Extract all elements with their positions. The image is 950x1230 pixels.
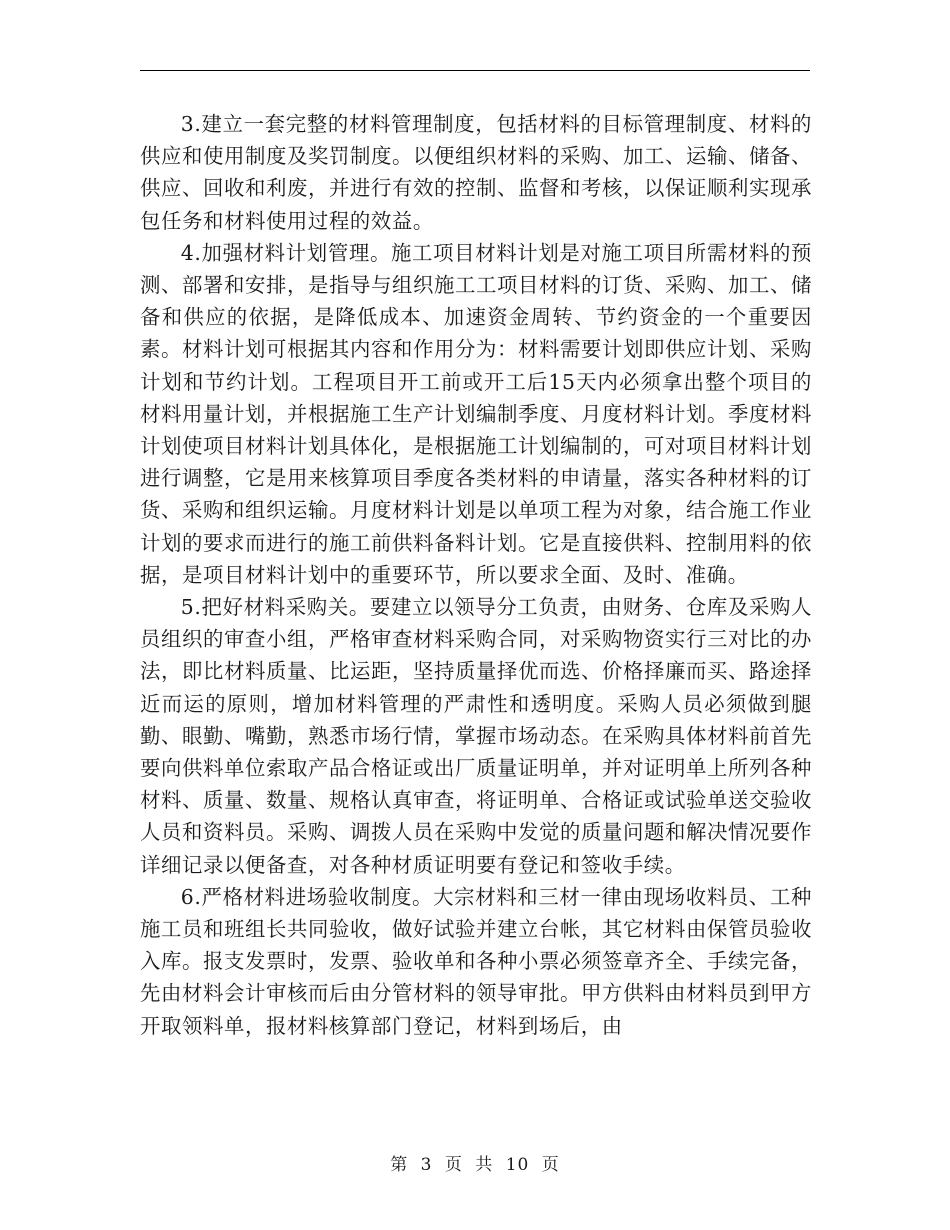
page-number-footer: 第 3 页 共 10 页 [390,1155,560,1175]
paragraph-5-material-procurement: 5.把好材料采购关。要建立以领导分工负责，由财务、仓库及采购人员组织的审查小组，严格审查材料采购合同，对采购物资实行三对比的办法，即比材料质量、比运距，坚持质量择优而选、价格择廉而买、路途择近而运的原则，增加材料管理的严肃性和透明度。采购人员必须做到腿勤、眼勤、嘴勤，熟悉市场行情，掌握市场动态。在采购具体材料前首先要向供料单位索取产品合格证或出厂质量证明单，并对证明单上所列各种材料、质量、数量、规格认真审查，将证明单、合格证或试验单送交验收人员和资料员。采购、调拨人员在采购中发觉的质量问题和解决情况要作详细记录以便备查，对各种材质证明要有登记和签收手续。 [140,595,812,877]
paragraph-4-material-plan-management: 4.加强材料计划管理。施工项目材料计划是对施工项目所需材料的预测、部署和安排，是指导与组织施工工项目材料的订货、采购、加工、储备和供应的依据，是降低成本、加速资金周转、节约资金的一个重要因素。材料计划可根据其内容和作用分为：材料需要计划即供应计划、采购计划和节约计划。工程项目开工前或开工后15天内必须拿出整个项目的材料用量计划，并根据施工生产计划编制季度、月度材料计划。季度材料计划使项目材料计划具体化，是根据施工计划编制的，可对项目材料计划进行调整，它是用来核算项目季度各类材料的申请量，落实各种材料的订货、采购和组织运输。月度材料计划是以单项工程为对象，结合施工作业计划的要求而进行的施工前供料备料计划。它是直接供料、控制用料的依据，是项目材料计划中的重要环节，所以要求全面、及时、准确。 [140,240,812,587]
header-rule [140,70,810,71]
paragraph-6-material-acceptance: 6.严格材料进场验收制度。大宗材料和三材一律由现场收料员、工种施工员和班组长共同验收，做好试验并建立台帐，其它材料由保管员验收入库。报支发票时，发票、验收单和各种小票必须签章齐全、手续完备，先由材料会计审核而后由分管材料的领导审批。甲方供料由材料员到甲方开取领料单，报材料核算部门登记，材料到场后，由 [140,884,812,1038]
document-body [140,108,812,1042]
paragraph-3-material-management-system: 3.建立一套完整的材料管理制度，包括材料的目标管理制度、材料的供应和使用制度及奖罚制度。以便组织材料的采购、加工、运输、储备、供应、回收和利废，并进行有效的控制、监督和考核，以保证顺利实现承包任务和材料使用过程的效益。 [140,112,812,233]
